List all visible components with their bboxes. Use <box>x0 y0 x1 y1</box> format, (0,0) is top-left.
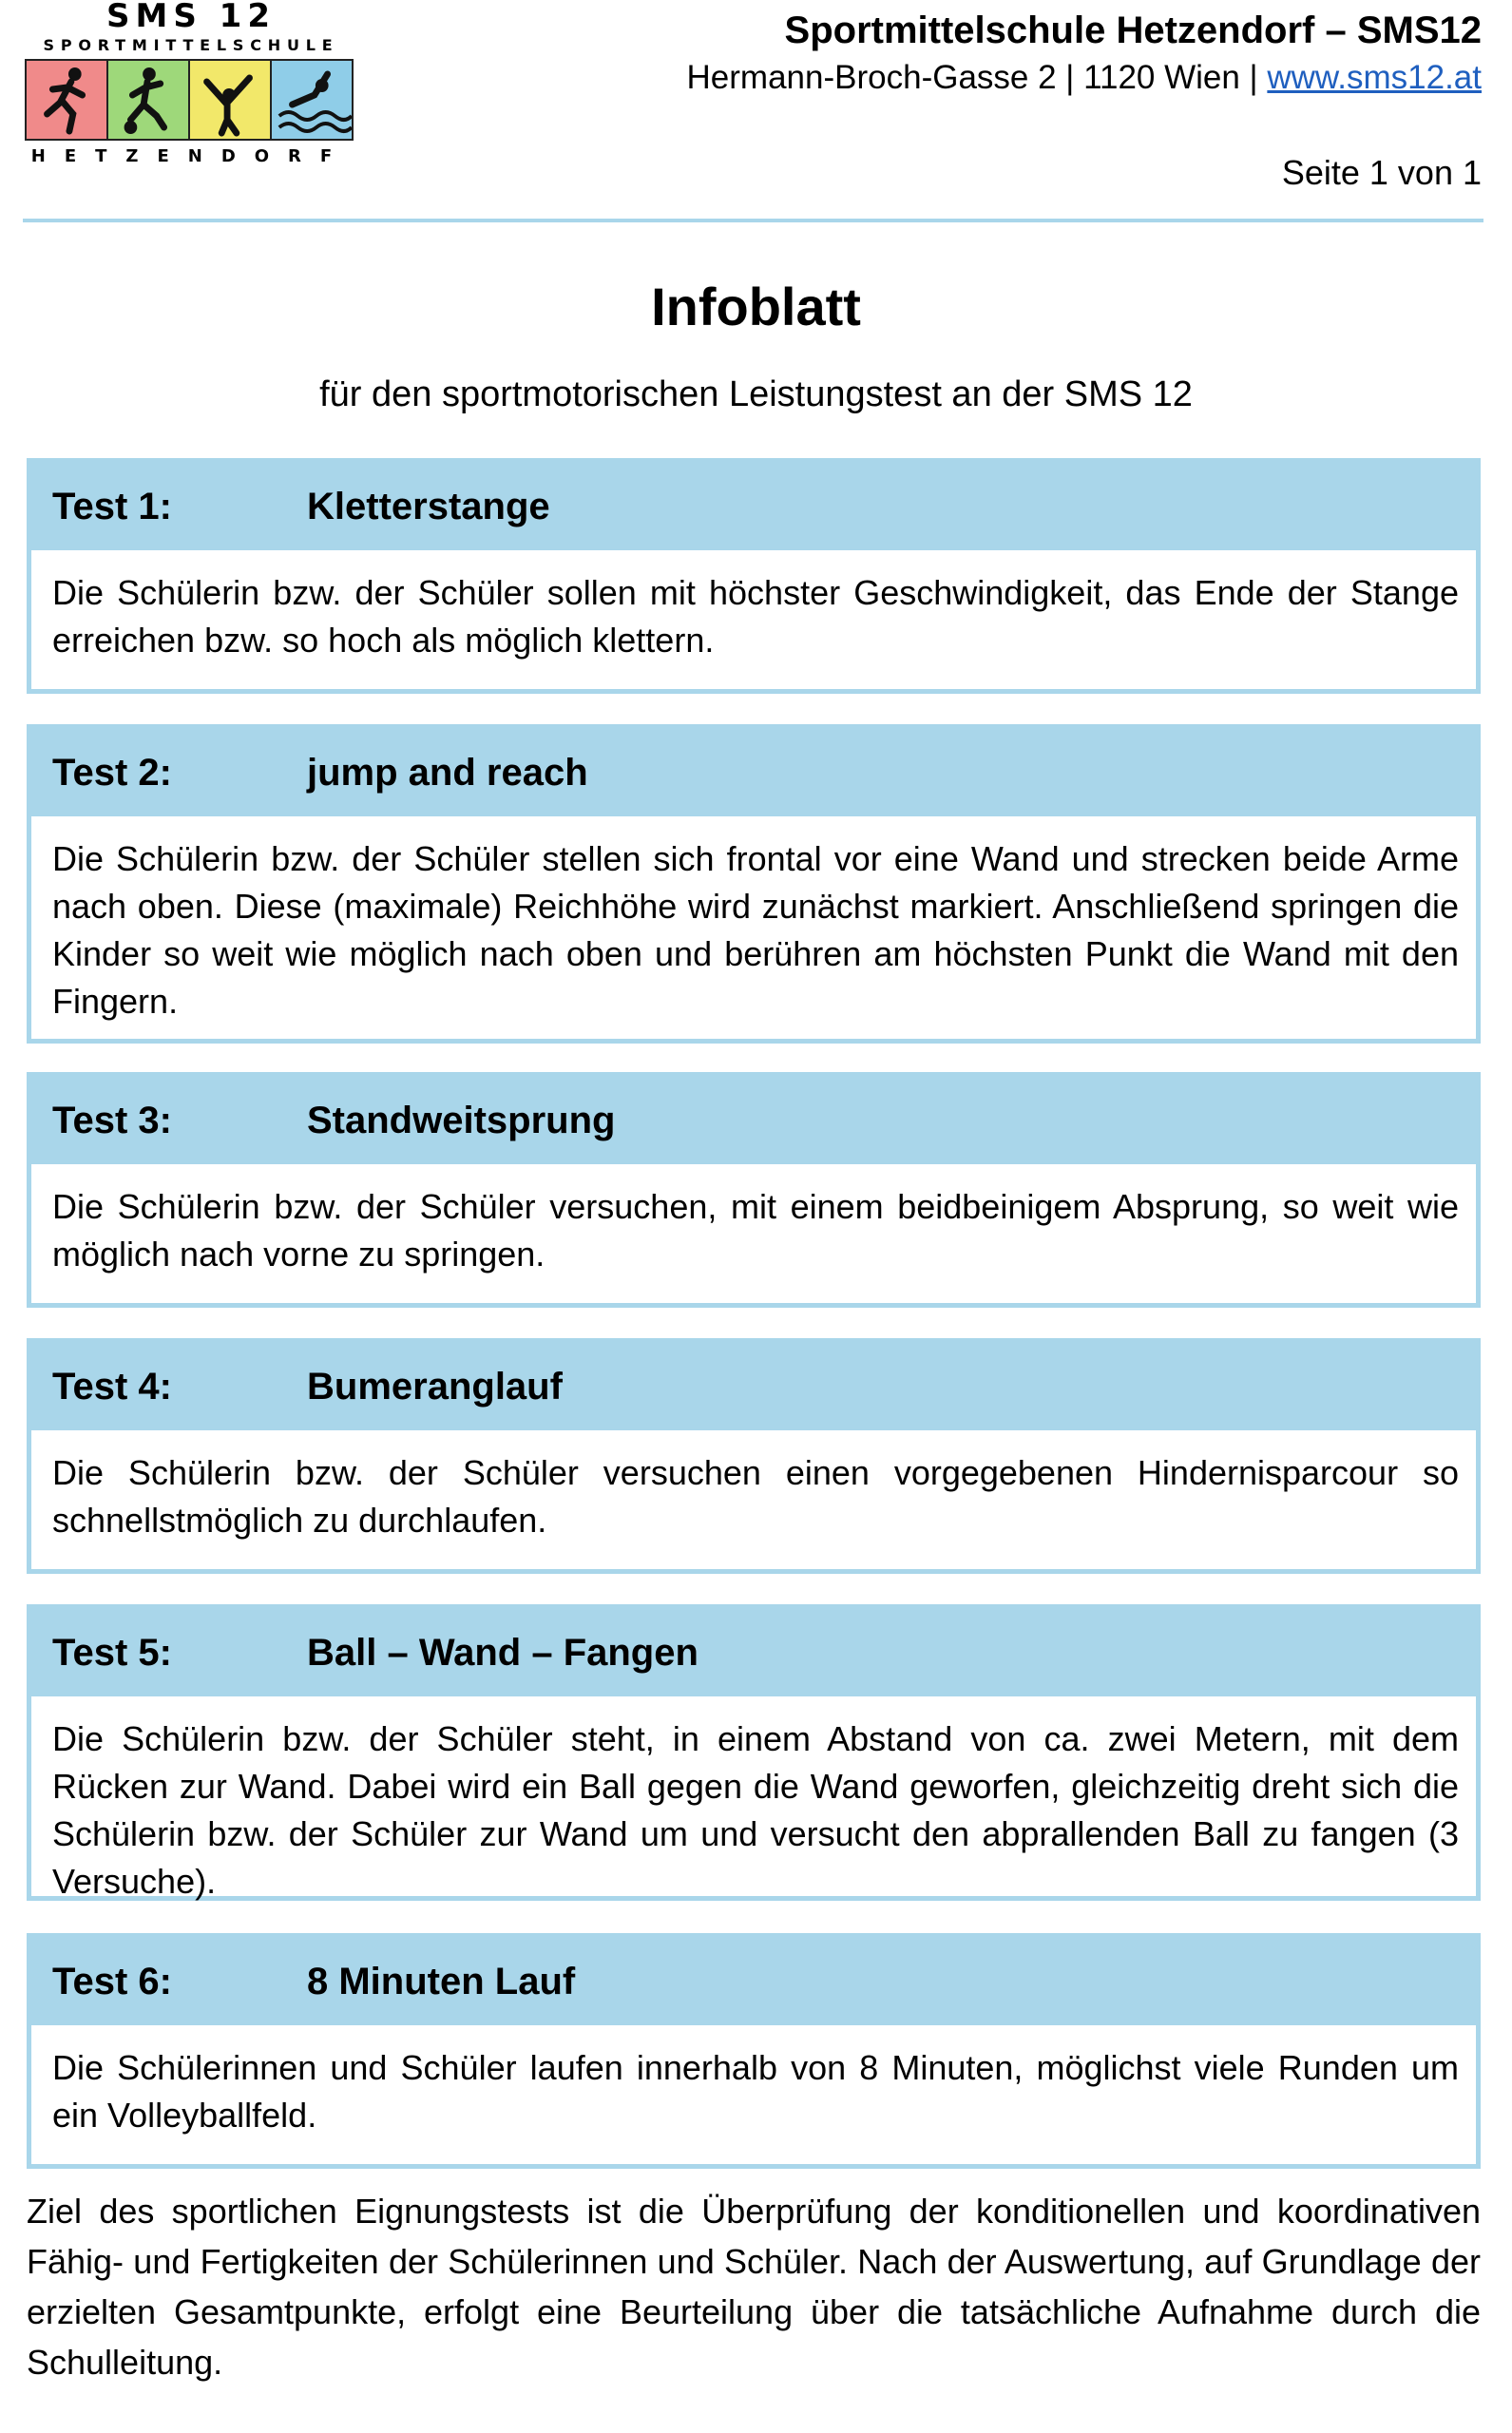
test-card-header <box>31 1938 1476 2025</box>
test-card-header <box>31 1343 1476 1430</box>
test-name: Standweitsprung <box>307 1100 616 1141</box>
test-card-1 <box>27 458 1481 694</box>
runner-icon <box>27 61 108 139</box>
school-name: Sportmittelschule Hetzendorf – SMS12 <box>784 10 1482 51</box>
test-number: Test 2: <box>52 752 172 794</box>
header-divider <box>23 219 1483 222</box>
test-card-2 <box>27 724 1481 1044</box>
test-name: 8 Minuten Lauf <box>307 1961 576 2002</box>
swimmer-icon <box>272 61 352 139</box>
test-card-4 <box>27 1338 1481 1574</box>
test-number: Test 6: <box>52 1961 172 2002</box>
logo-tiles <box>25 59 354 141</box>
conclusion-paragraph: Ziel des sportlichen Eignungstests ist die Überprüfung der konditionellen und koordinativen Fähig- und Fertigkeiten der Schülerinnen und Schüler. Nach der Auswertung, auf Grundlage der erzielten Gesamtpunkte, erfolgt eine Beurteilung über die tatsächliche Aufnahme durch die Schulleitung. <box>27 2192 1481 2382</box>
logo-top-text: SMS 12 <box>106 0 276 35</box>
soccer-player-icon <box>108 61 190 139</box>
test-description: Die Schülerin bzw. der Schüler stellen sich frontal vor eine Wand und strecken beide Arme nach oben. Diese (maximale) Reichhöhe wird zunächst markiert. Anschließend springen die Kinder so weit wie möglich nach oben und berühren am höchsten Punkt die Wand mit den Fingern. <box>52 839 1459 1021</box>
test-number: Test 1: <box>52 486 172 527</box>
test-name: Bumeranglauf <box>307 1366 563 1408</box>
test-name: jump and reach <box>307 752 588 794</box>
test-card-5 <box>27 1604 1481 1901</box>
website-link[interactable]: www.sms12.at <box>1267 59 1482 96</box>
test-card-header <box>31 463 1476 550</box>
test-description: Die Schülerin bzw. der Schüler steht, in einem Abstand von ca. zwei Metern, mit dem Rücken zur Wand. Dabei wird ein Ball gegen die Wand geworfen, gleichzeitig dreht sich die Schülerin bzw. der Schüler zur Wand um und versucht den abprallenden Ball zu fangen (3 Versuche). <box>52 1719 1459 1901</box>
logo-sub-text: SPORTMITTELSCHULE <box>43 36 339 54</box>
test-description: Die Schülerinnen und Schüler laufen innerhalb von 8 Minuten, möglichst viele Runden um ein Volleyballfeld. <box>52 2048 1459 2135</box>
school-logo <box>25 0 357 171</box>
page-title: Infoblatt <box>651 277 861 336</box>
test-number: Test 5: <box>52 1632 172 1674</box>
test-card-header <box>31 729 1476 816</box>
page-number: Seite 1 von 1 <box>1281 153 1482 192</box>
test-name: Kletterstange <box>307 486 550 527</box>
test-card-3 <box>27 1072 1481 1308</box>
test-name: Ball – Wand – Fangen <box>307 1632 699 1674</box>
test-card-6 <box>27 1933 1481 2169</box>
logo-bottom-text: HETZENDORF <box>30 146 352 166</box>
test-card-header <box>31 1609 1476 1696</box>
test-description: Die Schülerin bzw. der Schüler versuchen einen vorgegebenen Hindernisparcour so schnellstmöglich zu durchlaufen. <box>52 1453 1459 1540</box>
test-number: Test 4: <box>52 1366 172 1408</box>
address-text: Hermann-Broch-Gasse 2 | 1120 Wien | <box>686 59 1268 96</box>
test-description: Die Schülerin bzw. der Schüler versuchen, mit einem beidbeinigem Absprung, so weit wie möglich nach vorne zu springen. <box>52 1187 1459 1274</box>
martial-arts-icon <box>190 61 272 139</box>
test-card-header <box>31 1077 1476 1164</box>
page-subtitle: für den sportmotorischen Leistungstest an der SMS 12 <box>319 374 1193 414</box>
test-description: Die Schülerin bzw. der Schüler sollen mit höchster Geschwindigkeit, das Ende der Stange erreichen bzw. so hoch als möglich klettern. <box>52 573 1459 660</box>
school-address <box>687 57 1482 99</box>
test-number: Test 3: <box>52 1100 172 1141</box>
